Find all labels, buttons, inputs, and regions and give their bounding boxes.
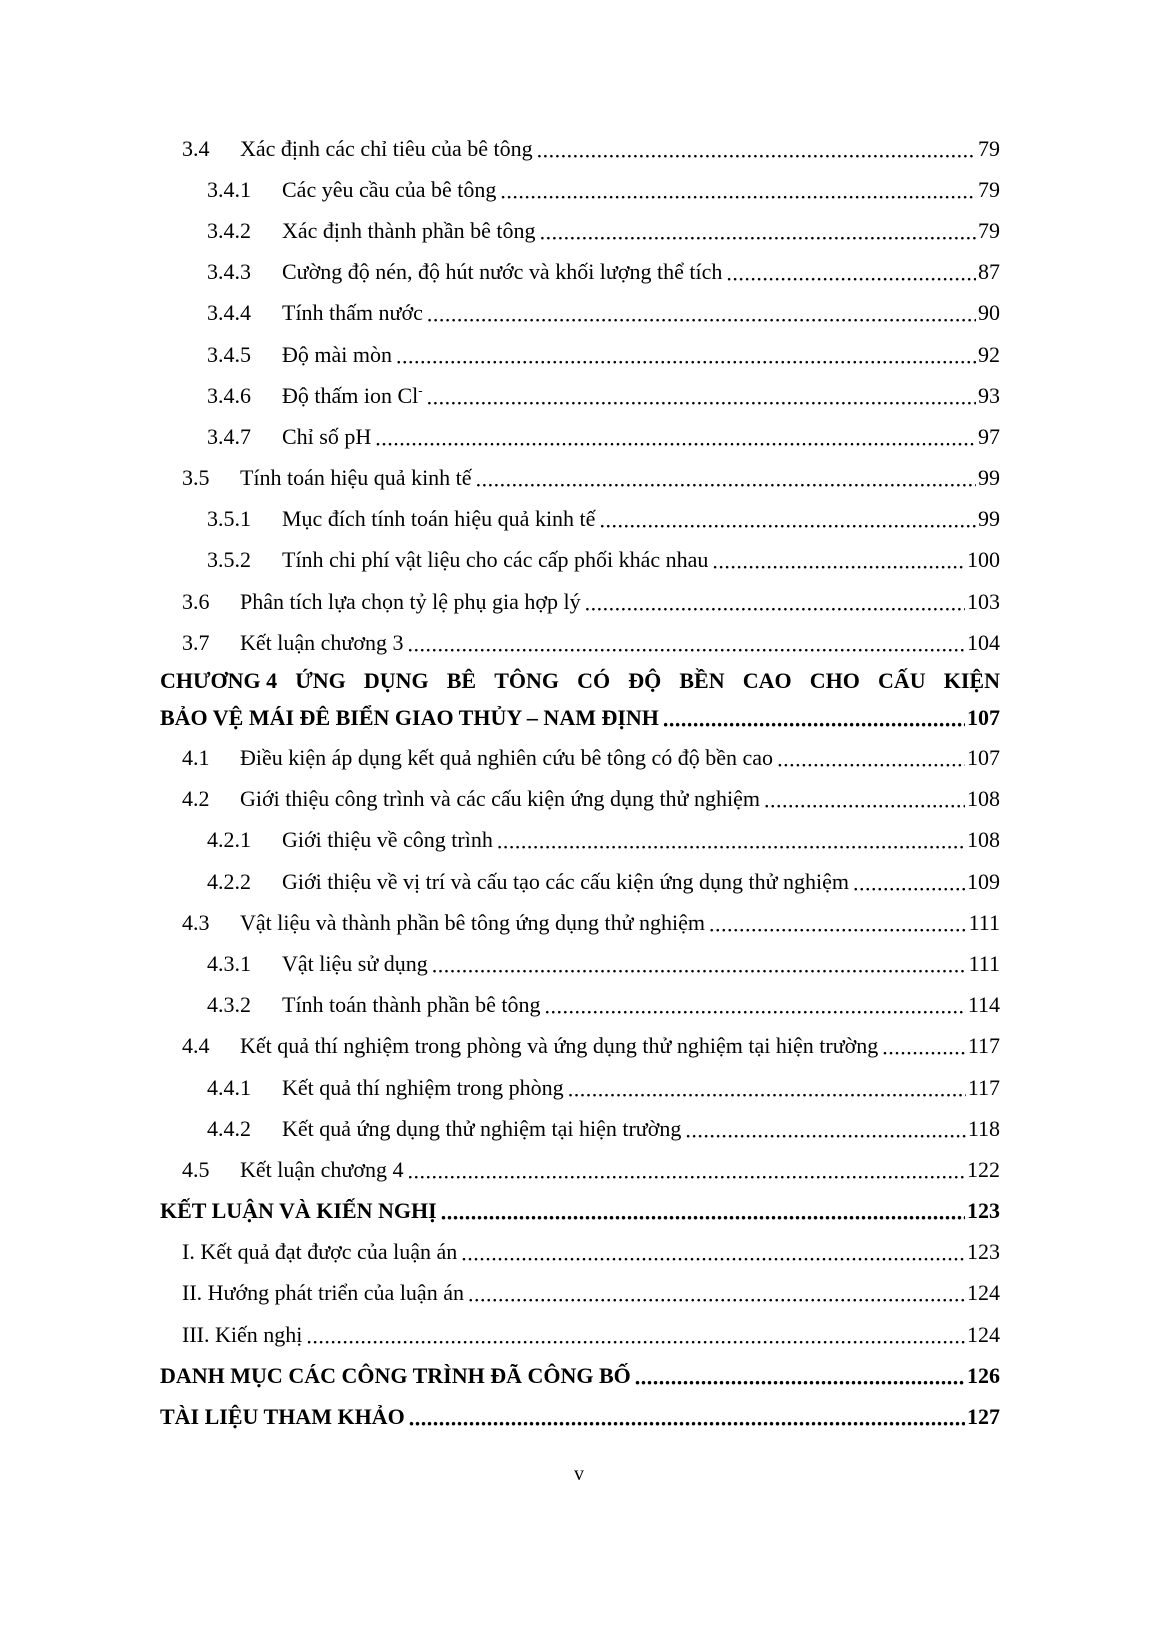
chapter-4-word: CHO [809, 668, 860, 694]
section-title-text: Kết quả thí nghiệm trong phòng [282, 1074, 564, 1100]
toc-entry[interactable] [160, 820, 1000, 861]
section-title-text: III. Kiến nghị [182, 1321, 303, 1347]
section-title [240, 630, 407, 656]
page-number: 126 [967, 1362, 1000, 1388]
toc-entry[interactable] [160, 1026, 1000, 1067]
leader-dots [777, 737, 965, 778]
leader-dots [712, 540, 965, 581]
toc-entry[interactable] [160, 458, 1000, 499]
section-title-text: I. Kết quả đạt được của luận án [182, 1239, 458, 1265]
toc-entry[interactable] [160, 334, 1000, 375]
section-number: 3.7 [182, 629, 210, 655]
page-number: 122 [967, 1156, 1000, 1182]
toc-section-chapter4-and-end [160, 737, 1000, 1437]
section-number: 3.4.1 [207, 176, 251, 202]
leader-dots [409, 1396, 965, 1437]
table-of-contents [160, 128, 1000, 1438]
section-title-text: Tính chi phí vật liệu cho các cấp phối khác nhau [282, 547, 709, 573]
section-title [282, 259, 726, 285]
section-title [282, 547, 712, 573]
section-title-text: Chỉ số pH [282, 423, 372, 449]
section-title [282, 951, 432, 977]
section-title-text: DANH MỤC CÁC CÔNG TRÌNH ĐÃ CÔNG BỐ [160, 1362, 631, 1388]
toc-entry[interactable] [160, 1314, 1000, 1355]
section-number: 4.5 [182, 1156, 210, 1182]
leader-dots [726, 252, 976, 293]
toc-section-chapter3 [160, 128, 1000, 663]
section-number: 3.5 [182, 465, 210, 491]
chapter-4-word: CẤU [877, 668, 926, 694]
section-title [282, 342, 396, 368]
toc-entry[interactable] [160, 1232, 1000, 1273]
toc-entry[interactable] [160, 1108, 1000, 1149]
section-title [282, 1116, 685, 1142]
leader-dots [685, 1108, 965, 1149]
toc-entry[interactable] [160, 210, 1000, 251]
leader-dots [544, 985, 965, 1026]
chapter-4-title-line1 [160, 663, 1000, 699]
leader-dots [497, 820, 965, 861]
chapter-4-word: CÓ [577, 668, 611, 694]
page-number: 107 [967, 745, 1000, 771]
leader-dots [882, 1026, 966, 1067]
section-title [282, 177, 500, 203]
leader-dots [663, 699, 965, 737]
leader-dots [461, 1232, 965, 1273]
toc-entry[interactable] [160, 1067, 1000, 1108]
section-number: 3.4.5 [207, 341, 251, 367]
section-title-text: II. Hướng phát triển của luận án [182, 1280, 464, 1306]
section-title-text: Kết quả ứng dụng thử nghiệm tại hiện trường [282, 1115, 682, 1141]
toc-entry[interactable] [160, 861, 1000, 902]
section-title [240, 745, 777, 771]
section-number: 4.4.2 [207, 1115, 251, 1141]
section-title-text: Giới thiệu về công trình [282, 827, 493, 853]
section-title [240, 589, 585, 615]
leader-dots [441, 1191, 965, 1232]
toc-entry[interactable] [160, 252, 1000, 293]
page-number: 97 [978, 423, 1000, 449]
chapter-4-word: BÊ [446, 668, 477, 694]
leader-dots [764, 779, 965, 820]
section-title [282, 827, 497, 853]
section-number: 4.2.1 [207, 827, 251, 853]
page-number: 90 [978, 300, 1000, 326]
page-number: 99 [978, 506, 1000, 532]
page-number: 117 [967, 1033, 1000, 1059]
chapter-4-word: ĐỘ [628, 668, 662, 694]
page-number: 79 [978, 176, 1000, 202]
leader-dots [407, 622, 965, 663]
toc-entry[interactable] [160, 416, 1000, 457]
section-title [282, 1075, 568, 1101]
leader-dots [599, 499, 976, 540]
chapter-4-word: BỀN [679, 668, 725, 694]
section-number: 4.1 [182, 745, 210, 771]
section-title-text: Kết luận chương 4 [240, 1156, 404, 1182]
page-number: 109 [967, 868, 1000, 894]
section-title-text: KẾT LUẬN VÀ KIẾN NGHỊ [160, 1198, 437, 1224]
toc-chapter-4-heading[interactable] [160, 663, 1000, 737]
section-number: 3.4.4 [207, 300, 251, 326]
section-title-text: Vật liệu sử dụng [282, 950, 428, 976]
page-number: 87 [978, 259, 1000, 285]
page-number: 124 [967, 1321, 1000, 1347]
toc-entry[interactable] [160, 779, 1000, 820]
page-number: 123 [967, 1198, 1000, 1224]
page-number: 93 [978, 382, 1000, 408]
section-title-text: Cường độ nén, độ hút nước và khối lượng thể tích [282, 259, 723, 285]
section-title [240, 1033, 882, 1059]
section-number: 3.5.2 [207, 547, 251, 573]
section-title-text: Giới thiệu công trình và các cấu kiện ứng dụng thử nghiệm [240, 786, 760, 812]
section-title [282, 506, 599, 532]
section-title [282, 383, 427, 409]
toc-entry[interactable] [160, 1355, 1000, 1396]
section-title [282, 992, 544, 1018]
page-number: 127 [967, 1404, 1000, 1430]
chapter-4-title-continued: BẢO VỆ MÁI ĐÊ BIỂN GIAO THỦY – NAM ĐỊNH [160, 705, 659, 731]
page-number: 108 [967, 786, 1000, 812]
section-title-text: Vật liệu và thành phần bê tông ứng dụng thử nghiệm [240, 909, 705, 935]
page-number: 118 [967, 1115, 1000, 1141]
section-title-text: Mục đích tính toán hiệu quả kinh tế [282, 506, 596, 532]
page-number: 123 [967, 1239, 1000, 1265]
page-number: 117 [967, 1074, 1000, 1100]
section-title [282, 869, 853, 895]
chapter-4-word: CAO [742, 668, 792, 694]
section-number: 3.6 [182, 588, 210, 614]
chapter-4-label: CHƯƠNG 4 [160, 668, 278, 694]
superscript: - [418, 382, 423, 398]
section-number: 4.3.1 [207, 950, 251, 976]
section-title [240, 910, 709, 936]
toc-entry[interactable] [160, 1149, 1000, 1190]
section-number: 4.3.2 [207, 992, 251, 1018]
leader-dots [635, 1355, 965, 1396]
section-number: 4.4 [182, 1033, 210, 1059]
section-number: 3.5.1 [207, 506, 251, 532]
toc-entry[interactable] [160, 1396, 1000, 1437]
section-title [282, 218, 540, 244]
section-title [182, 1239, 461, 1265]
section-title [240, 465, 476, 491]
leader-dots [468, 1273, 965, 1314]
toc-entry[interactable] [160, 581, 1000, 622]
page-number: 104 [967, 629, 1000, 655]
page-number: 79 [978, 135, 1000, 161]
leader-dots [407, 1149, 965, 1190]
toc-entry[interactable] [160, 1273, 1000, 1314]
page-number: 103 [967, 588, 1000, 614]
leader-dots [540, 210, 976, 251]
section-title-text: Điều kiện áp dụng kết quả nghiên cứu bê tông có độ bền cao [240, 745, 774, 771]
toc-entry[interactable] [160, 293, 1000, 334]
section-number: 4.2.2 [207, 868, 251, 894]
page-number: 124 [967, 1280, 1000, 1306]
section-number: 3.4.2 [207, 217, 251, 243]
page-number: 107 [967, 705, 1000, 731]
toc-entry[interactable] [160, 128, 1000, 169]
toc-entry[interactable] [160, 540, 1000, 581]
toc-entry[interactable] [160, 985, 1000, 1026]
section-title-text: Kết quả thí nghiệm trong phòng và ứng dụng thử nghiệm tại hiện trường [240, 1033, 879, 1059]
section-title-text: Các yêu cầu của bê tông [282, 176, 497, 202]
leader-dots [537, 128, 976, 169]
section-title [182, 1322, 306, 1348]
leader-dots [709, 902, 967, 943]
page-number: 92 [978, 341, 1000, 367]
section-title-text: Tính toán hiệu quả kinh tế [240, 465, 472, 491]
section-number: 3.4.3 [207, 259, 251, 285]
page-number: 111 [968, 909, 1000, 935]
section-title-text: Giới thiệu về vị trí và cấu tạo các cấu kiện ứng dụng thử nghiệm [282, 868, 849, 894]
section-title-text: Phân tích lựa chọn tỷ lệ phụ gia hợp lý [240, 588, 581, 614]
section-title [240, 786, 764, 812]
leader-dots [853, 861, 965, 902]
page-number: 100 [967, 547, 1000, 573]
section-title [160, 1404, 409, 1430]
chapter-4-word: TÔNG [494, 668, 560, 694]
section-title [240, 1157, 407, 1183]
leader-dots [585, 581, 965, 622]
chapter-4-word: ỨNG [295, 668, 346, 694]
page-number: 108 [967, 827, 1000, 853]
section-number: 4.2 [182, 786, 210, 812]
section-title-text: TÀI LIỆU THAM KHẢO [160, 1404, 405, 1430]
chapter-4-word: KIỆN [943, 668, 1000, 694]
toc-entry[interactable] [160, 737, 1000, 778]
section-title-text: Độ mài mòn [282, 341, 392, 367]
leader-dots [500, 169, 976, 210]
section-title-text: Xác định các chỉ tiêu của bê tông [240, 135, 533, 161]
leader-dots [568, 1067, 966, 1108]
page-number: 99 [978, 465, 1000, 491]
leader-dots [427, 293, 976, 334]
toc-entry[interactable] [160, 943, 1000, 984]
toc-entry[interactable] [160, 1191, 1000, 1232]
toc-entry[interactable] [160, 902, 1000, 943]
section-title [282, 424, 375, 450]
page-number: 79 [978, 217, 1000, 243]
page-number: 111 [968, 950, 1000, 976]
section-title [282, 300, 427, 326]
toc-entry[interactable] [160, 169, 1000, 210]
page-number: 114 [967, 992, 1000, 1018]
section-title-text: Kết luận chương 3 [240, 629, 404, 655]
toc-entry[interactable] [160, 375, 1000, 416]
section-title-text: Độ thấm ion Cl [282, 382, 419, 408]
section-title [160, 1198, 441, 1224]
leader-dots [427, 375, 976, 416]
leader-dots [396, 334, 976, 375]
section-number: 3.4 [182, 135, 210, 161]
leader-dots [476, 458, 976, 499]
section-title [160, 1363, 635, 1389]
section-number: 4.3 [182, 909, 210, 935]
leader-dots [375, 416, 976, 457]
toc-entry[interactable] [160, 499, 1000, 540]
section-title [182, 1280, 468, 1306]
section-title-text: Xác định thành phần bê tông [282, 217, 536, 243]
section-number: 3.4.6 [207, 382, 251, 408]
chapter-4-title-line2 [160, 699, 1000, 737]
section-number: 4.4.1 [207, 1074, 251, 1100]
page-footer-number: v [574, 1463, 584, 1485]
section-title-text: Tính toán thành phần bê tông [282, 992, 541, 1018]
chapter-4-word: DỤNG [363, 668, 429, 694]
leader-dots [432, 943, 967, 984]
leader-dots [306, 1314, 965, 1355]
section-number: 3.4.7 [207, 423, 251, 449]
section-title-text: Tính thấm nước [282, 300, 423, 326]
section-title [240, 136, 537, 162]
toc-entry[interactable] [160, 622, 1000, 663]
